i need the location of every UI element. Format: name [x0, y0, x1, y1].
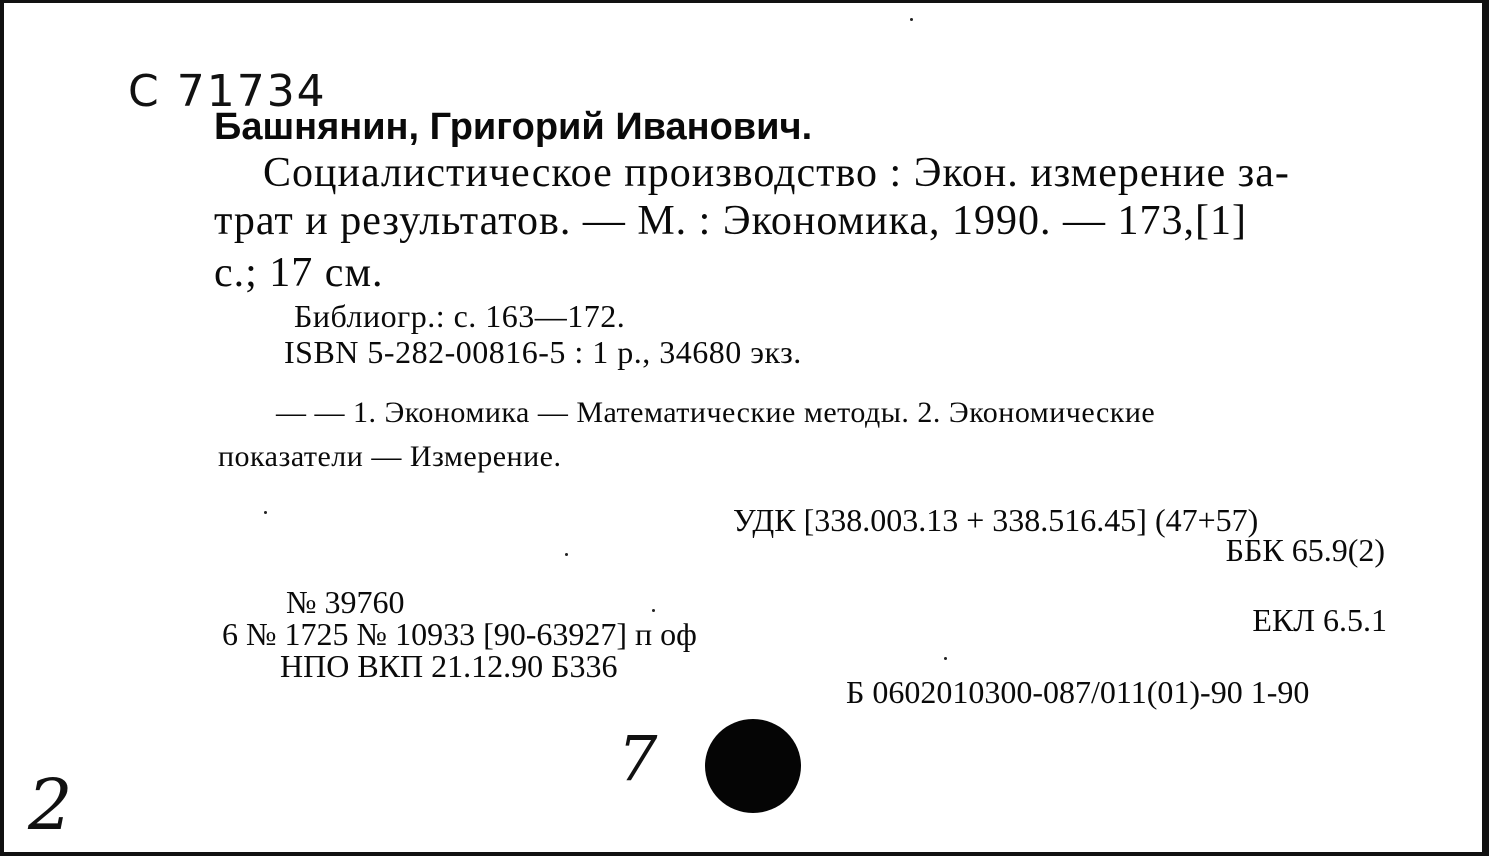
isbn-note: ISBN 5-282-00816-5 : 1 р., 34680 экз.: [284, 334, 802, 370]
author-heading: Башнянин, Григорий Иванович.: [214, 106, 813, 148]
call-number: С 71734: [128, 66, 327, 117]
print-speck: [910, 18, 913, 21]
subject-headings-line-1: — — 1. Экономика — Математические методы. 2. Экономические: [276, 396, 1156, 429]
b-code: Б 0602010300-087/011(01)-90 1-90: [846, 674, 1310, 710]
card-border-right: [1482, 0, 1489, 856]
print-speck: [565, 553, 568, 556]
handwritten-corner-number: 2: [28, 764, 73, 846]
title-line-3: с.; 17 см.: [214, 250, 384, 296]
bibliography-note: Библиогр.: с. 163—172.: [294, 298, 626, 334]
print-info: 6 № 1725 № 10933 [90-63927] п оф: [222, 616, 697, 652]
title-line-1: Социалистическое производство : Экон. измерение за-: [263, 150, 1290, 196]
card-border-left: [0, 0, 4, 856]
title-line-2: трат и результатов. — М. : Экономика, 1990. — 173,[1]: [214, 198, 1247, 244]
print-speck: [652, 609, 655, 612]
publisher-info: НПО ВКП 21.12.90 Б336: [280, 648, 618, 684]
handwritten-mark: 7: [618, 722, 658, 795]
bbk-classification: ББК 65.9(2): [1225, 532, 1385, 568]
subject-headings-line-2: показатели — Измерение.: [218, 440, 562, 473]
ekl-classification: ЕКЛ 6.5.1: [1252, 602, 1387, 638]
card-border-top: [0, 0, 1489, 3]
print-speck: [944, 657, 947, 660]
punched-hole: [705, 719, 801, 813]
udk-classification: УДК [338.003.13 + 338.516.45] (47+57): [733, 502, 1259, 538]
print-speck: [264, 511, 267, 514]
card-border-bottom: [0, 852, 1489, 856]
issue-number: № 39760: [286, 584, 405, 620]
